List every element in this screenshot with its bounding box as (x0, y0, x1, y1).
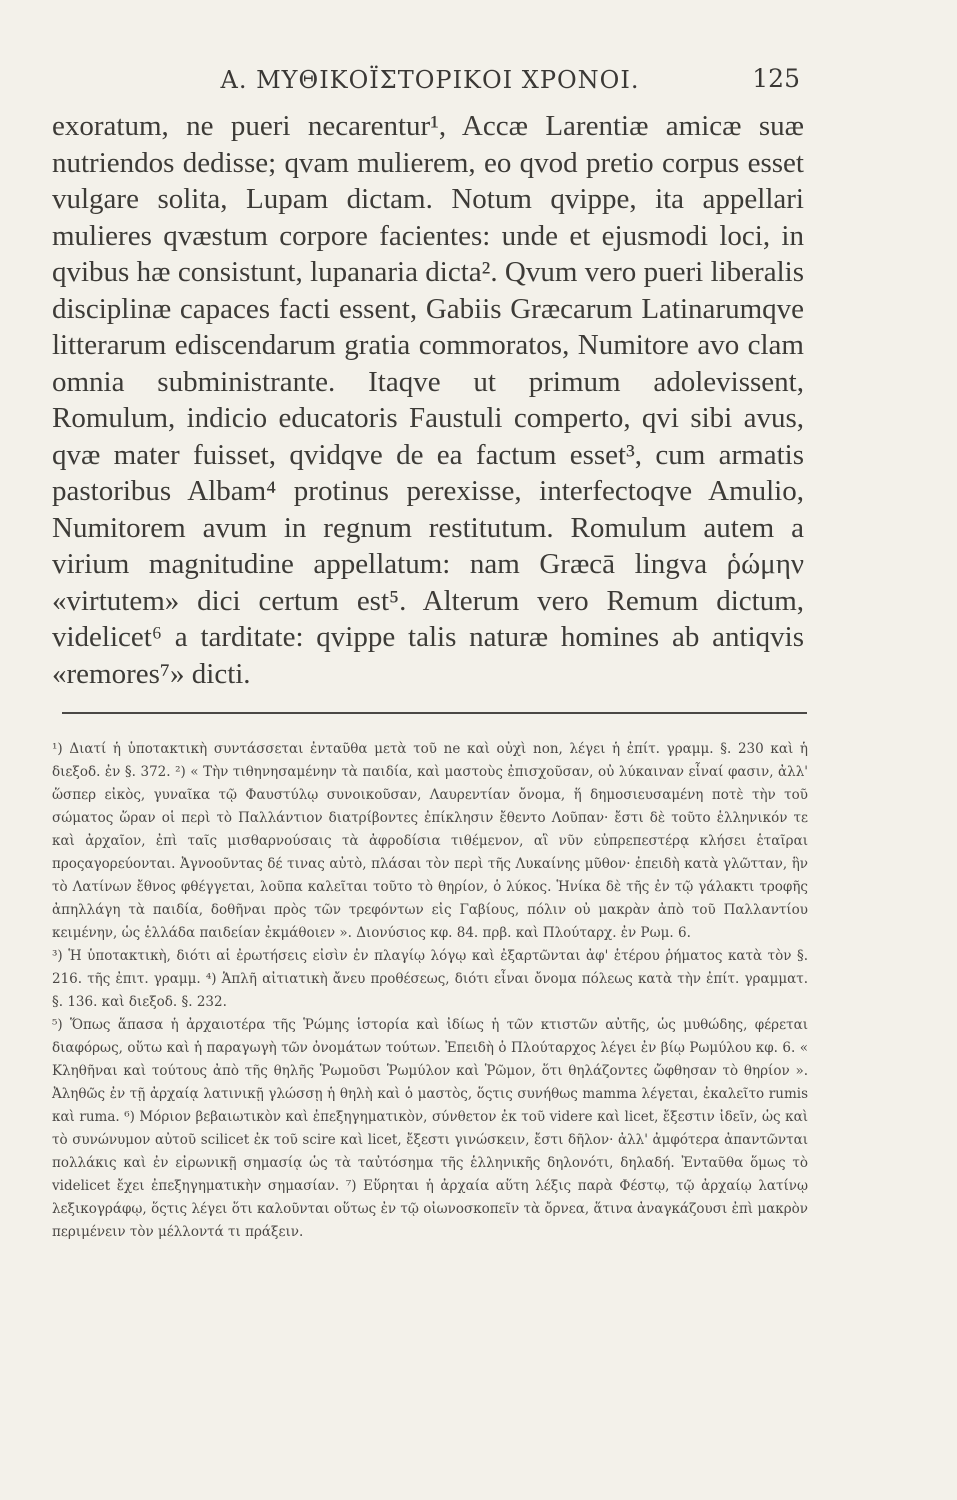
running-head (60, 62, 800, 102)
main-text (52, 108, 804, 692)
footnote-3-4: ³) Ἡ ὑποτακτικὴ, διότι αἱ ἐρωτήσεις εἰσὶν ἐν πλαγίῳ λόγῳ καὶ ἐξαρτῶνται ἀφ' ἑτέρου ῥήματος κατὰ τὸν §. 216. τῆς ἐπιτ. γραμμ. ⁴) Ἁπλῆ αἰτιατικὴ ἄνευ προθέσεως, διότι εἶναι ὄνομα πόλεως κατὰ τὴν ἐπίτ. γραμματ. §. 136. καὶ διεξοδ. §. 232. (52, 948, 808, 1010)
footnote-divider (62, 712, 807, 714)
page-number: 125 (752, 64, 800, 93)
footnote-1-2: ¹) Διατί ἡ ὑποτακτικὴ συντάσσεται ἐνταῦθα μετὰ τοῦ ne καὶ οὐχὶ non, λέγει ἡ ἐπίτ. γραμμ. §. 230 καὶ ἡ διεξοδ. ἐν §. 372. ²) « Τὴν τιθηνησαμένην τὰ παιδία, καὶ μαστοὺς ἐπισχοῦσαν, οὐ λύκαιναν εἶναί φασιν, ἀλλ' ὥσπερ εἰκὸς, γυναῖκα τῷ Φαυστύλῳ συνοικοῦσαν, Λαυρεντίαν ὄνομα, ἥ δημοσιευσαμένη ποτὲ τὴν τοῦ σώματος ὥραν οἱ περὶ τὸ Παλλάντιον διατρίβοντες ἐπίκλησιν ἔθεντο Λοῦπαν· ἔστι δὲ τοῦτο ἑλληνικόν τε καὶ ἀρχαῖον, ἐπὶ ταῖς μισθαρνούσαις τὰ ἀφροδίσια τιθέμενον, αἳ νῦν εὐπρεπεστέρᾳ κλήσει ἑταῖραι προςαγορεύονται. Ἀγνοοῦντας δέ τινας αὐτὸ, πλάσαι τὸν περὶ τῆς Λυκαίνης μῦθον· ἐπειδὴ κατὰ γλῶτταν, ἣν τὸ Λατίνων ἔθνος φθέγγεται, λοῦπα καλεῖται τοῦτο τὸ θηρίον, ὁ λύκος. Ἡνίκα δὲ τῆς ἐν τῷ γάλακτι τροφῆς ἀπηλλάγη τὰ παιδία, δοθῆναι πρὸς τῶν τρεφόντων εἰς Γαβίους, πόλιν οὐ μακρὰν ἀπὸ τοῦ Παλλαντίου κειμένην, ὡς ἑλλάδα παιδείαν ἐκμάθοιεν ». Διονύσιος κφ. 84. πρβ. καὶ Πλούταρχ. ἐν Ρωμ. 6. (52, 741, 808, 941)
footnotes (52, 738, 808, 1244)
main-paragraph: exoratum, ne pueri necarentur¹, Accæ Larentiæ amicæ suæ nutriendos dedisse; qvam mulierem, eo qvod pretio corpus esset vulgare solita, Lupam dictam. Notum qvippe, ita appellari mulieres qvæstum corpore facientes: unde et ejusmodi loci, in qvibus hæ consistunt, lupanaria dicta². Qvum vero pueri liberalis disciplinæ capaces facti essent, Gabiis Græcarum Latinarumqve litterarum ediscendarum gratia commoratos, Numitore avo clam omnia subministrante. Itaqve ut primum adolevissent, Romulum, indicio educatoris Faustuli comperto, qvi sibi avus, qvæ mater fuisset, qvidqve de ea factum esset³, cum armatis pastoribus Albam⁴ protinus perexisse, interfectoqve Amulio, Numitorem avum in regnum restitutum. Romulum autem a virium magnitudine appellatum: nam Græcā lingva ῥώμην «virtutem» dici certum est⁵. Alterum vero Remum dictum, videlicet⁶ a tarditate: qvippe talis naturæ homines ab antiqvis «remores⁷» dicti. (52, 110, 804, 690)
footnote-5-7: ⁵) Ὅπως ἅπασα ἡ ἀρχαιοτέρα τῆς Ῥώμης ἱστορία καὶ ἰδίως ἡ τῶν κτιστῶν αὐτῆς, ὡς μυθώδης, φέρεται διαφόρως, οὕτω καὶ ἡ παραγωγὴ τῶν ὀνομάτων τούτων. Ἐπειδὴ ὁ Πλούταρχος λέγει ἐν βίῳ Ρωμύλου κφ. 6. « Κληθῆναι καὶ τούτους ἀπὸ τῆς θηλῆς Ῥωμοῦσι Ῥωμύλον καὶ Ῥῶμον, ὅτι θηλάζοντες ὤφθησαν τὸ θηρίον ». Ἀληθῶς ἐν τῇ ἀρχαίᾳ λατινικῇ γλώσσῃ ἡ θηλὴ καὶ ὁ μαστὸς, ὅςτις συνήθως mamma λέγεται, ἐκαλεῖτο rumis καὶ ruma. ⁶) Μόριον βεβαιωτικὸν καὶ ἐπεξηγηματικὸν, σύνθετον ἐκ τοῦ videre καὶ licet, ἔξεστιν ἰδεῖν, ὡς καὶ τὸ συνώνυμον αὐτοῦ scilicet ἐκ τοῦ scire καὶ licet, ἔξεστι γινώσκειν, ἔστι δῆλον· ἀλλ' ἀμφότερα ἀπαντῶνται πολλάκις καὶ ἐν εἰρωνικῇ σημασίᾳ ὡς τὰ ταὐτόσημα τῆς ἑλληνικῆς δηλονότι, δηλαδή. Ἐνταῦθα ὅμως τὸ videlicet ἔχει ἐπεξηγηματικὴν σημασίαν. ⁷) Εὕρηται ἡ ἀρχαία αὕτη λέξις παρὰ Φέστῳ, τῷ ἀρχαίῳ λατίνῳ λεξικογράφῳ, ὅςτις λέγει ὅτι καλοῦνται οὕτως ἐν τῷ οἰωνοσκοπεῖν τὰ ὄρνεα, ἅτινα ἀναγκάζουσι ἐπὶ μακρὸν περιμένειν τὸν μέλλοντά τι πράξειν. (52, 1017, 808, 1240)
running-head-title: A. ΜΥΘΙΚΟΪΣΤΟΡΙΚΟΙ ΧΡΟΝΟΙ. (220, 66, 640, 94)
